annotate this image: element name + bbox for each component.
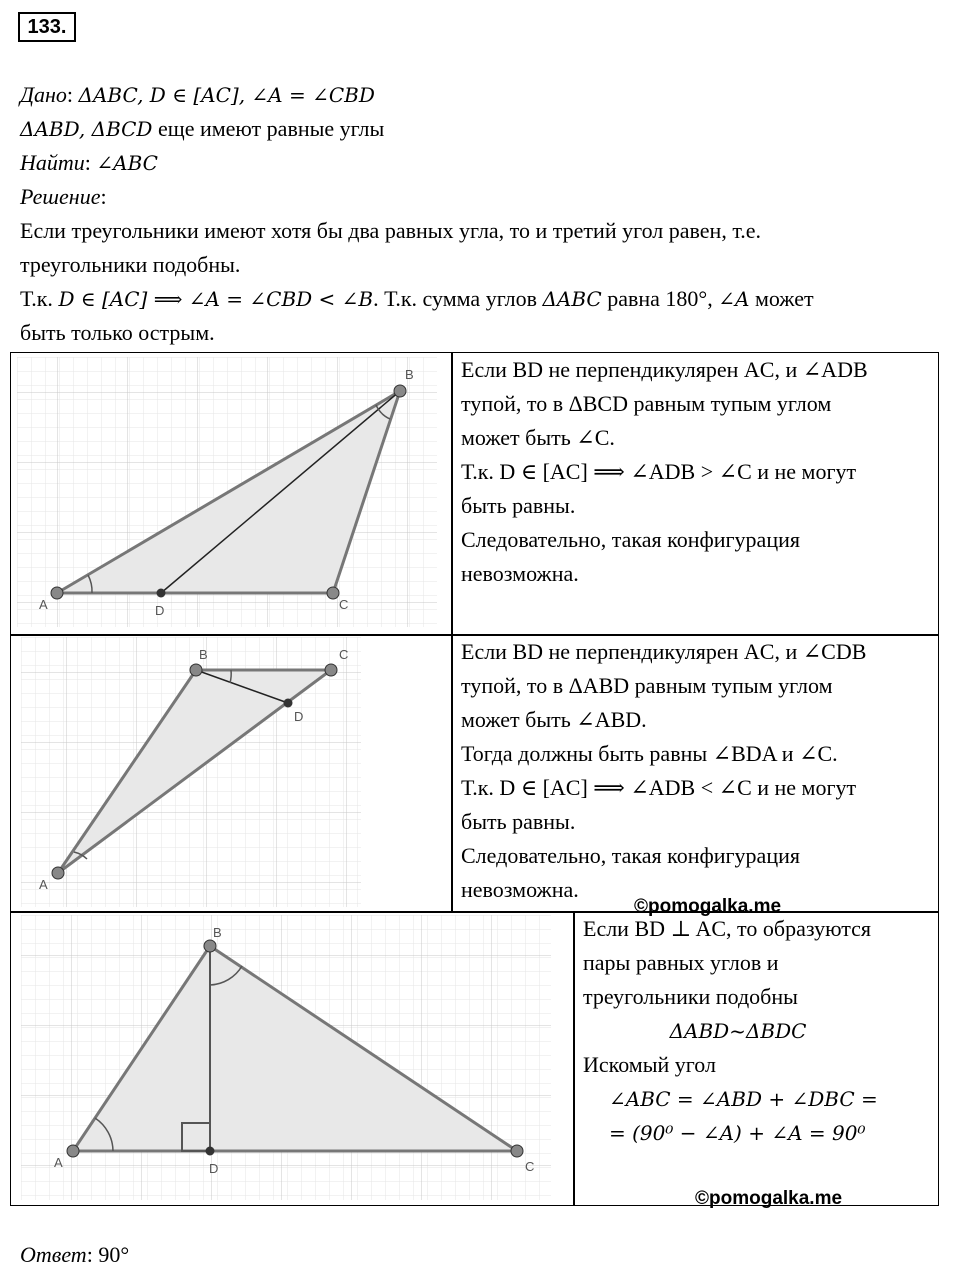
formula-line-2: = (90⁰ − ∠A) + ∠A = 90⁰ [609,1121,866,1145]
point-b [204,940,216,952]
label-c: C [339,597,349,612]
find-line: Найти: ∠ABC [20,150,158,175]
point-b [190,664,202,676]
given-label: Дано [20,82,67,107]
label-b: B [199,647,208,662]
label-c: C [339,647,349,662]
problem-number: 133. [18,12,76,42]
point-d [284,699,293,708]
answer-value: 90° [98,1242,130,1267]
point-c [327,587,339,599]
point-c [511,1145,523,1157]
find-label: Найти [20,150,85,175]
label-d: D [155,603,165,618]
point-a [52,867,64,879]
label-d: D [209,1161,219,1176]
answer-line: Ответ: 90° [20,1242,130,1267]
col-divider [573,911,575,1205]
watermark: ©pomogalka.me [695,1188,843,1209]
answer-label: Ответ [20,1242,87,1267]
given-math: ΔABC, D ∈ [AC], ∠A = ∠CBD [78,83,375,107]
formula-line-1: ∠ABC = ∠ABD + ∠DBC = [609,1087,878,1111]
label-d: D [294,709,304,724]
solution-label: Решение: [20,184,107,209]
col-divider [451,634,453,911]
point-c [325,664,337,676]
point-d [157,589,166,598]
case3-figure [21,915,551,1200]
similar-triangles: ΔABD~ΔBDC [669,1019,807,1043]
solution-text-1: Если треугольники имеют хотя бы два равных угла, то и третий угол равен, т.е. [20,218,762,243]
watermark: ©pomogalka.me [634,896,782,917]
solution-text-3: Т.к. D ∈ [AC] ⟹ ∠A = ∠CBD < ∠B. Т.к. сумма углов ΔABC равна 180°, ∠A может [20,286,814,311]
cases-table [10,352,939,1206]
label-a: A [39,877,48,892]
label-a: A [54,1155,63,1170]
solution-text-4: быть только острым. [20,320,215,345]
col-divider [451,353,453,634]
point-a [67,1145,79,1157]
label-c: C [525,1159,535,1174]
case1-text: Если BD не перпендикулярен AC, и ∠ADB тупой, то в ΔBCD равным тупым углом может быть ∠C. Т.к. D ∈ [AC] ⟹ ∠ADB > ∠C и не могут быть равны. Следовательно, такая конфигурация невозможна. [461,357,868,586]
given2-line: ΔABD, ΔBCD еще имеют равные углы [20,116,385,141]
label-b: B [405,367,414,382]
label-a: A [39,597,48,612]
point-b [394,385,406,397]
given-line: Дано: ΔABC, D ∈ [AC], ∠A = ∠CBD [20,82,375,107]
point-d [206,1147,215,1156]
case1-figure [17,357,437,627]
case3-text: Если BD ⊥ AC, то образуются пары равных углов и треугольники подобны ΔABD~ΔBDC Искомый угол ∠ABC = ∠ABD + ∠DBC = = (90⁰ − ∠A) + ∠A = 90⁰ [583,912,893,1150]
label-b: B [213,925,222,940]
point-a [51,587,63,599]
solution-text-2: треугольники подобны. [20,252,241,277]
case2-figure [21,637,361,907]
case2-text: Если BD не перпендикулярен AC, и ∠CDB тупой, то в ΔABD равным тупым углом может быть ∠ABD. Тогда должны быть равны ∠BDA и ∠C. Т.к. D ∈ [AC] ⟹ ∠ADB < ∠C и не могут быть равны. Следовательно, такая конфигурация невозможна. [461,639,867,902]
